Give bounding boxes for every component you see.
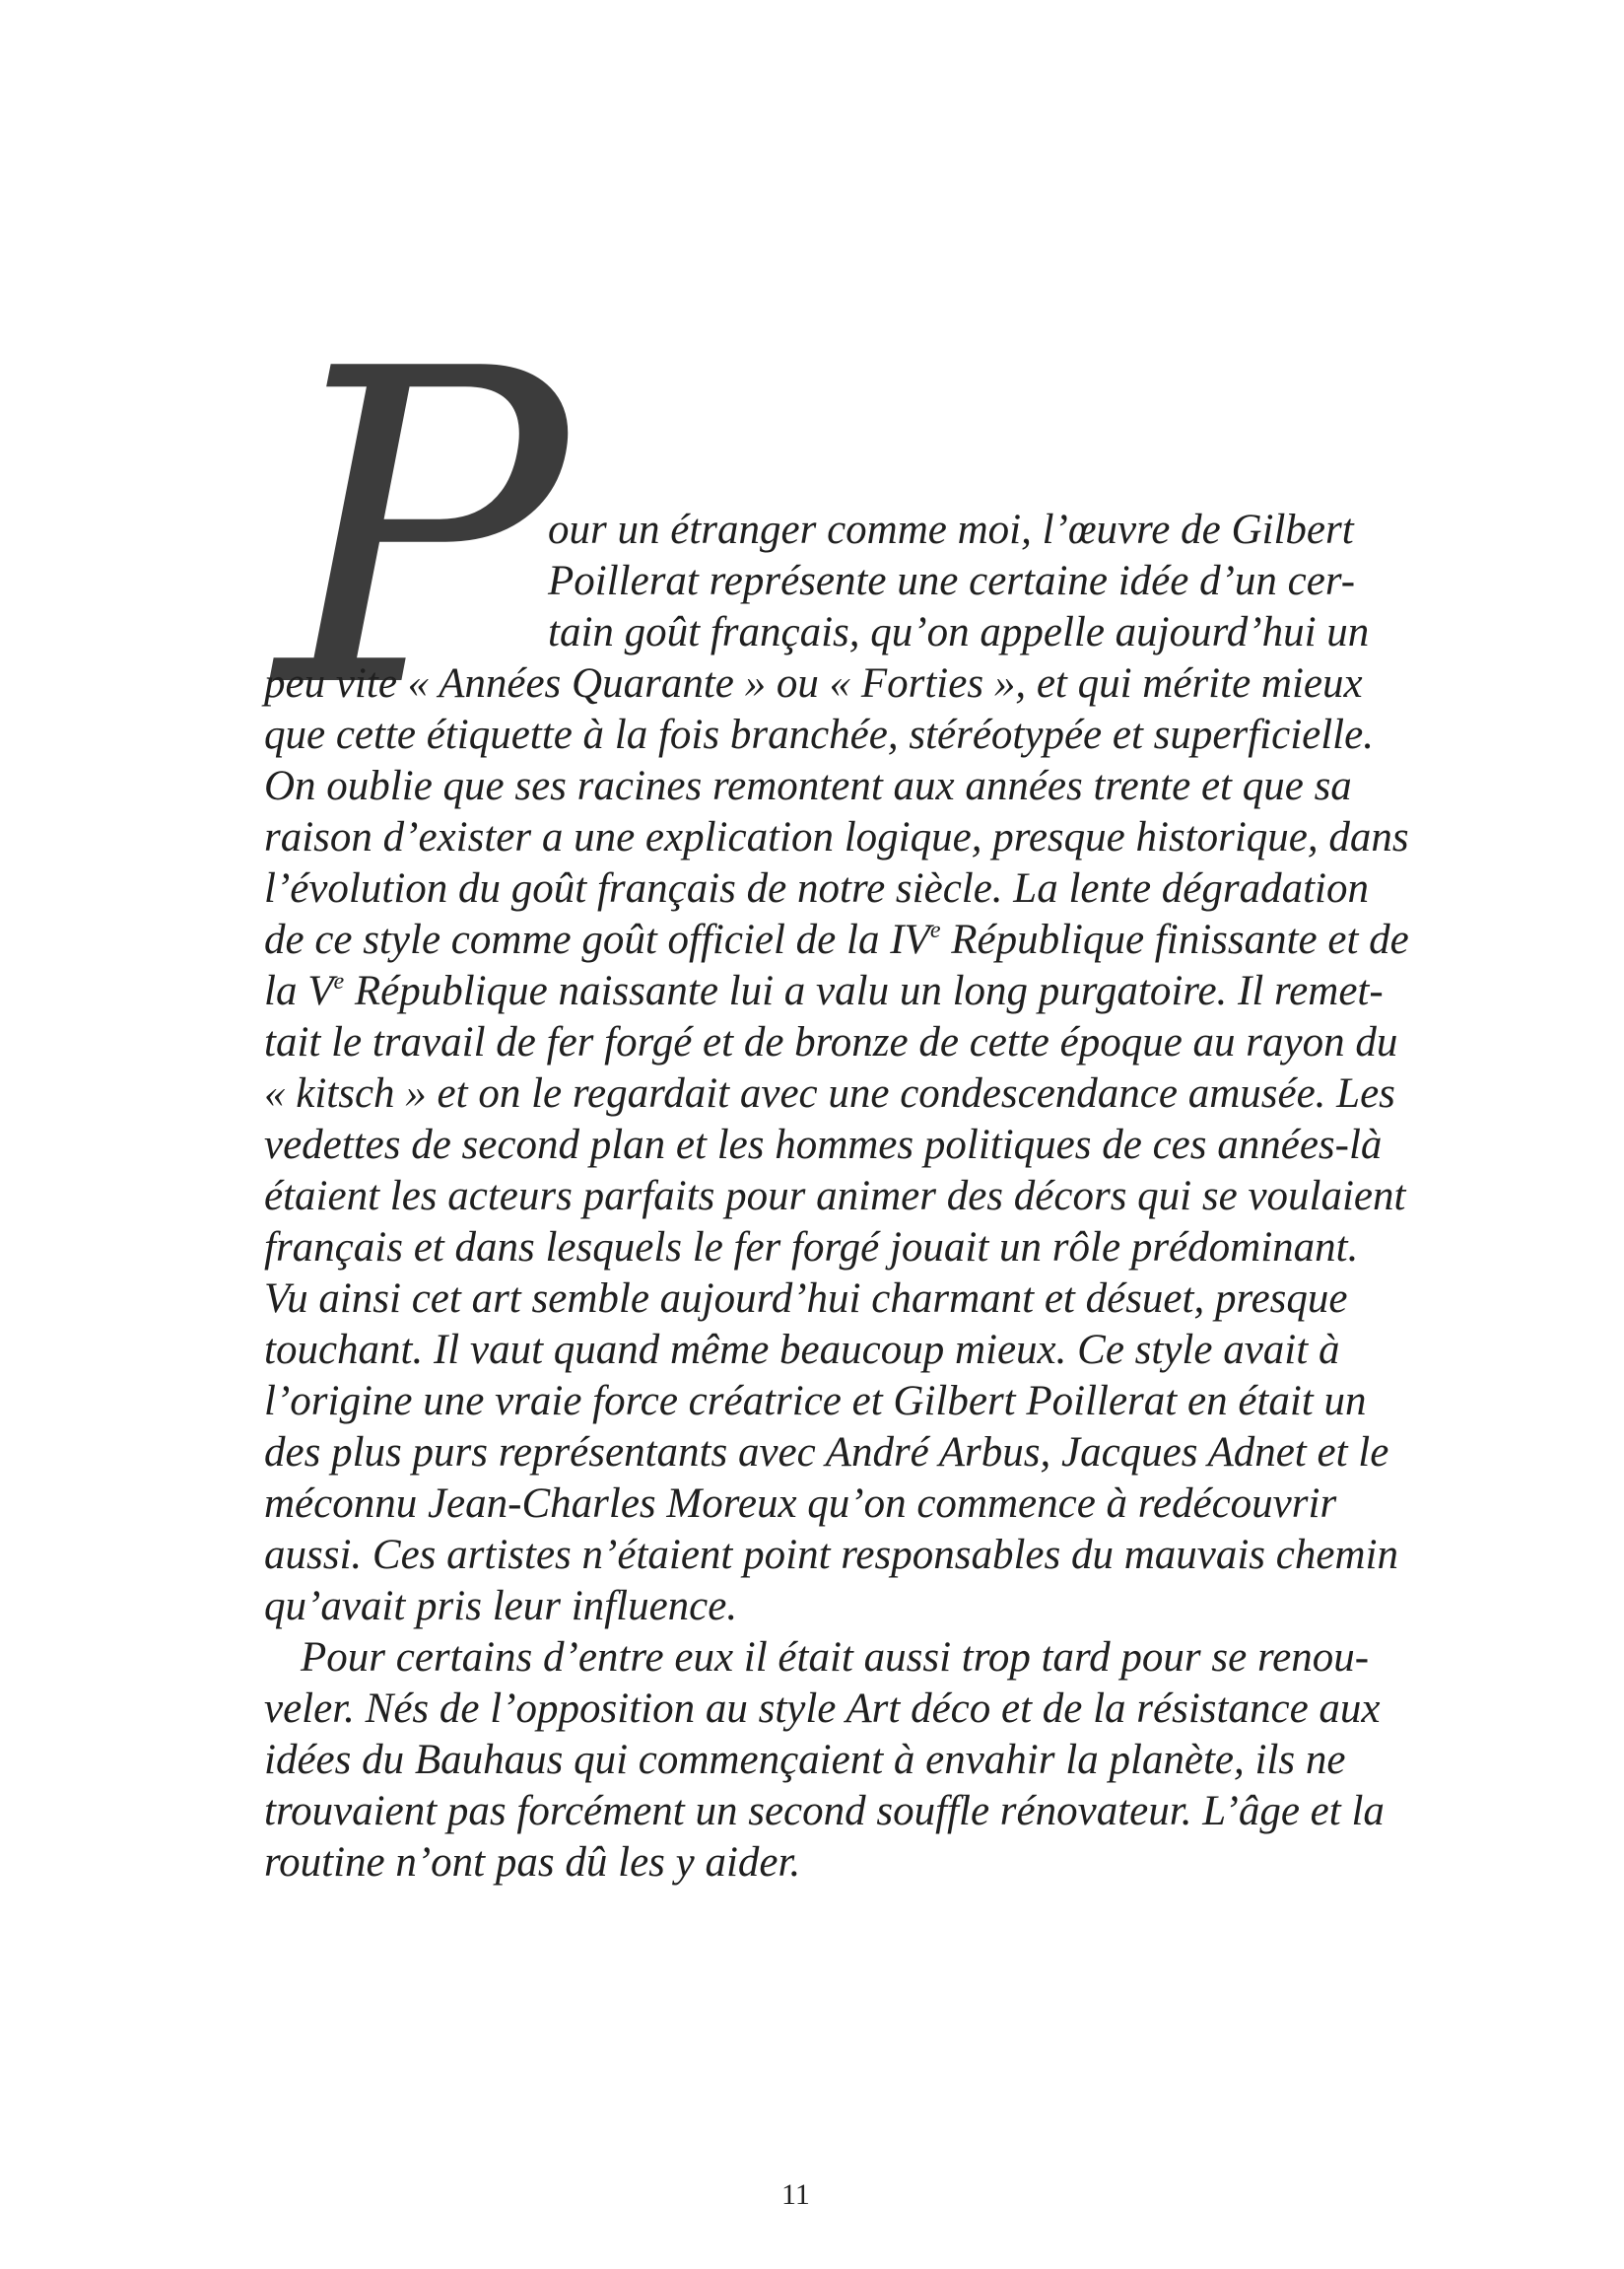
text-line: our un étranger comme moi, l’œuvre de Gilbert (548, 507, 1354, 553)
text-line: vedettes de second plan et les hommes politiques de ces années-là (264, 1122, 1383, 1168)
text-line: français et dans lesquels le fer forgé jouait un rôle prédominant. (264, 1224, 1359, 1271)
text-line: tain goût français, qu’on appelle aujourd’hui un (548, 609, 1370, 655)
text-line: tait le travail de fer forgé et de bronze de cette époque au rayon du (264, 1019, 1398, 1066)
drop-cap: P (276, 278, 569, 783)
text-line: de ce style comme goût officiel de la IVe République finissante et de (264, 917, 1409, 963)
text-line: méconnu Jean-Charles Moreux qu’on commence à redécouvrir (264, 1480, 1337, 1527)
text-line: veler. Nés de l’opposition au style Art déco et de la résistance aux (264, 1685, 1381, 1732)
text-line: « kitsch » et on le regardait avec une condescendance amusée. Les (264, 1070, 1395, 1117)
text-line: qu’avait pris leur influence. (264, 1583, 738, 1629)
page-number: 11 (781, 2178, 810, 2211)
text-line: étaient les acteurs parfaits pour animer des décors qui se voulaient (264, 1173, 1406, 1219)
text-line: aussi. Ces artistes n’étaient point responsables du mauvais chemin (264, 1532, 1398, 1578)
text-line: touchant. Il vaut quand même beaucoup mieux. Ce style avait à (264, 1327, 1340, 1373)
text-line: l’évolution du goût français de notre siècle. La lente dégradation (264, 865, 1370, 912)
text-line: peu vite « Années Quarante » ou « Forties », et qui mérite mieux (264, 660, 1363, 707)
text-line: Vu ainsi cet art semble aujourd’hui charmant et désuet, presque (264, 1275, 1348, 1322)
text-line: Poillerat représente une certaine idée d’un cer- (548, 558, 1356, 604)
text-line: trouvaient pas forcément un second souffle rénovateur. L’âge et la (264, 1788, 1385, 1834)
text-line: idées du Bauhaus qui commençaient à envahir la planète, ils ne (264, 1737, 1346, 1783)
text-line: l’origine une vraie force créatrice et Gilbert Poillerat en était un (264, 1378, 1367, 1424)
text-line: la Ve République naissante lui a valu un long purgatoire. Il remet- (264, 968, 1384, 1014)
text-line: Pour certains d’entre eux il était aussi trop tard pour se renou- (301, 1634, 1370, 1681)
text-line: On oublie que ses racines remontent aux années trente et que sa (264, 763, 1352, 809)
text-line: des plus purs représentants avec André Arbus, Jacques Adnet et le (264, 1429, 1389, 1476)
text-line: routine n’ont pas dû les y aider. (264, 1839, 801, 1886)
text-line: raison d’exister a une explication logique, presque historique, dans (264, 814, 1409, 860)
text-line: que cette étiquette à la fois branchée, stéréotypée et superficielle. (264, 712, 1374, 758)
